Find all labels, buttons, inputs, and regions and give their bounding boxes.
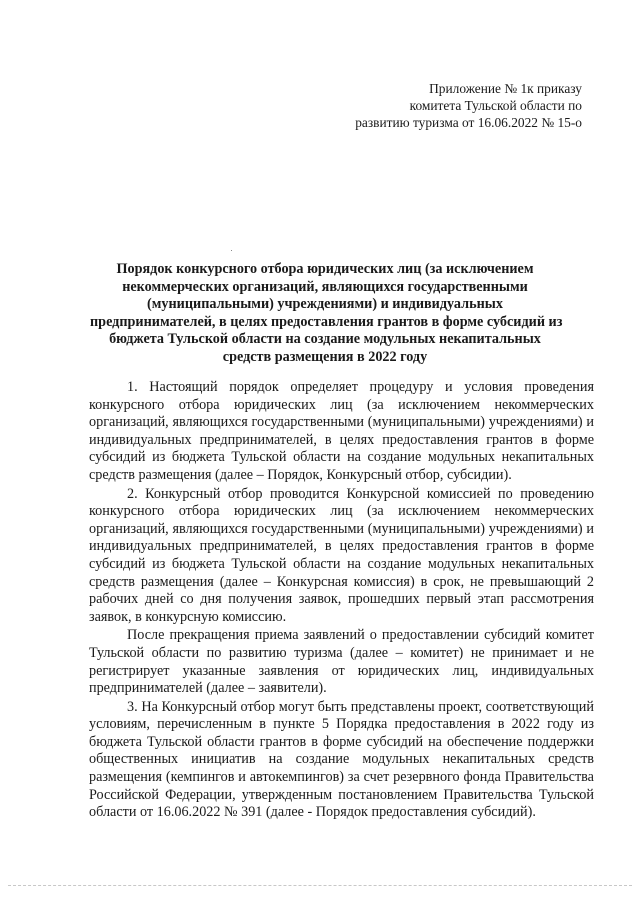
paragraph-3: После прекращения приема заявлений о предоставлении субсидий комитет Тульской области по развитию туризма (далее – комитет) не принимает и не регистрирует указанные заявления от юридических лиц, индивидуальных предпринимателей (далее – заявители). xyxy=(89,627,594,697)
page-bottom-edge xyxy=(8,882,632,886)
document-body xyxy=(89,379,594,822)
title-line: бюджета Тульской области на создание модульных некапитальных xyxy=(109,331,541,348)
scan-speck xyxy=(231,250,232,251)
title-line: некоммерческих организаций, являющихся государственными xyxy=(122,278,528,295)
title-line: (муниципальными) учреждениями) и индивидуальных xyxy=(147,296,503,313)
paragraph-4: 3. На Конкурсный отбор могут быть представлены проект, соответствующий условиям, перечисленным в пункте 5 Порядка предоставления в 2022 году из бюджета Тульской области грантов в форме субсидий на обеспечение поддержки общественных инициатив на создание модульных некапитальных средств размещения (кемпингов и автокемпингов) за счет резервного фонда Правительства Российской Федерации, утвержденным постановлением Правительства Тульской области от 16.06.2022 № 391 (далее - Порядок предоставления субсидий). xyxy=(89,698,594,821)
title-line: предпринимателей, в целях предоставления грантов в форме субсидий из xyxy=(90,313,563,330)
title-line: Порядок конкурсного отбора юридических лиц (за исключением xyxy=(116,261,534,277)
title-line: средств размещения в 2022 году xyxy=(222,348,428,365)
appendix-line: комитета Тульской области по xyxy=(409,98,582,113)
appendix-header xyxy=(322,80,582,131)
appendix-line: развитию туризма от 16.06.2022 № 15-о xyxy=(355,115,582,130)
appendix-line: Приложение № 1к приказу xyxy=(429,81,582,96)
paragraph-2: 2. Конкурсный отбор проводится Конкурсной комиссией по проведению конкурсного отбора юридических лиц (за исключением некоммерческих организаций, являющихся государственными (муниципальными) учреждениями) и индивидуальных предпринимателей, в целях предоставления грантов в форме субсидий из бюджета Тульской области на создание модульных некапитальных средств размещения (далее – Конкурсная комиссия) в срок, не превышающий 2 рабочих дней со дня получения заявок, прошедших первый этап рассмотрения заявок, в конкурсную комиссию. xyxy=(89,485,594,625)
document-title xyxy=(90,261,563,367)
paragraph-1: 1. Настоящий порядок определяет процедуру и условия проведения конкурсного отбора юридических лиц (за исключением некоммерческих организаций, являющихся государственными (муниципальными) учреждениями) и индивидуальных предпринимателей, в целях предоставления грантов в форме субсидий из бюджета Тульской области на создание модульных некапитальных средств размещения (далее – Порядок, Конкурсный отбор, субсидии). xyxy=(89,379,594,483)
